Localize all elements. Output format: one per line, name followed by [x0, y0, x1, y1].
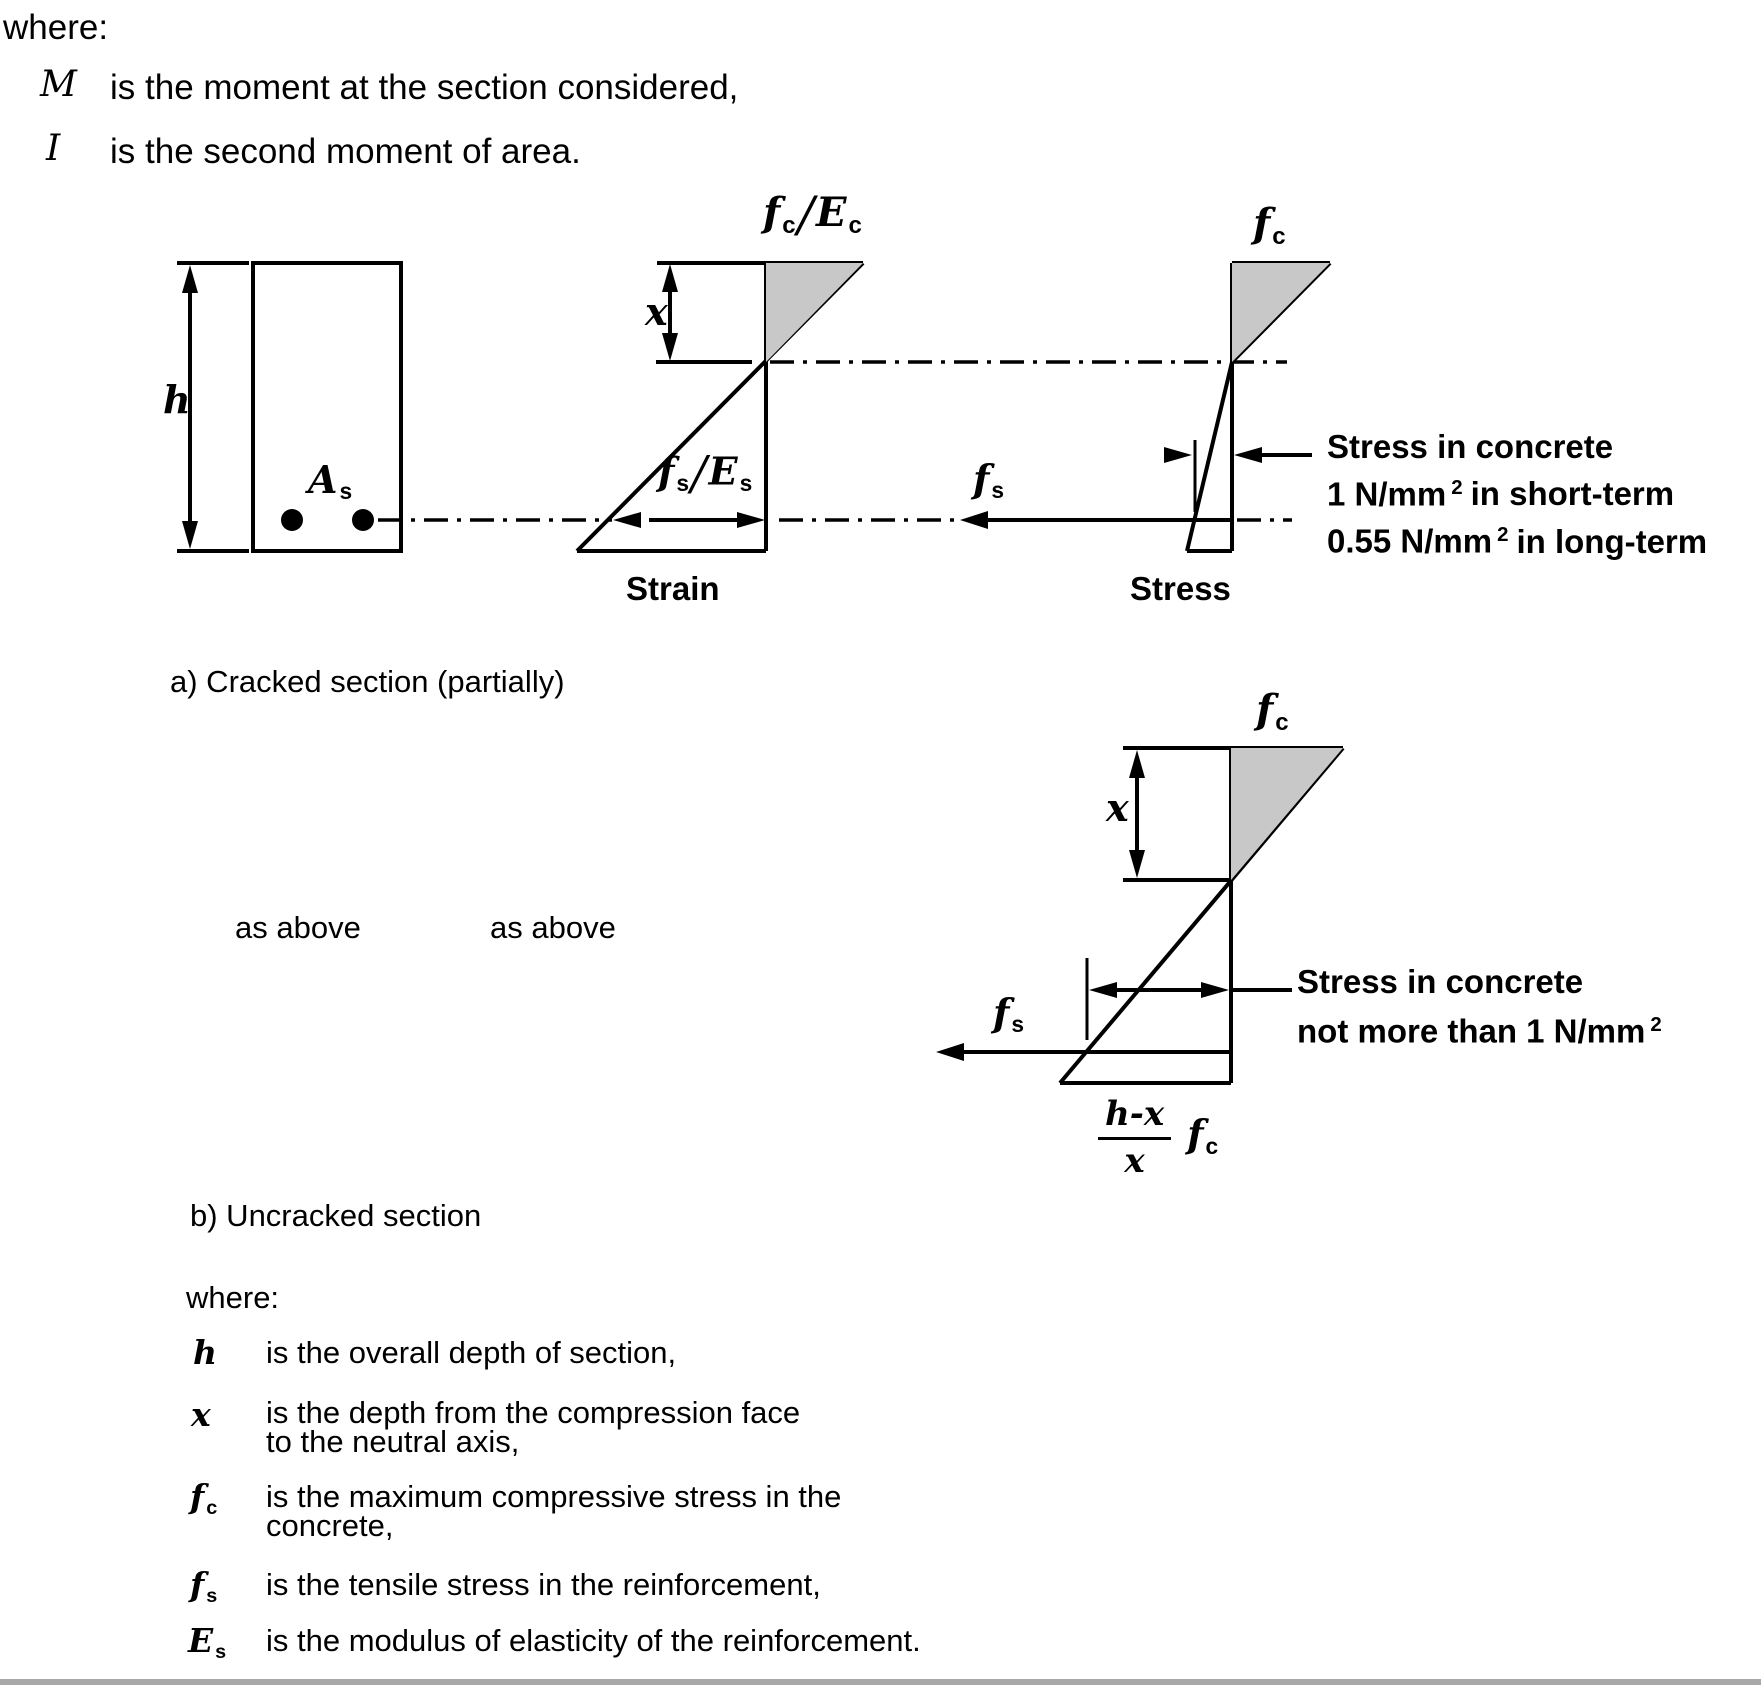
definition-M: is the moment at the section considered,: [110, 68, 739, 107]
h-dim-arrow-up: [182, 265, 198, 293]
glossary-definition-fc: is the maximum compressive stress in the concrete,: [266, 1479, 842, 1543]
as-steel-area-label: [308, 458, 352, 505]
caption-cracked-section: a) Cracked section (partially): [170, 664, 565, 699]
stress-note-b: [1297, 960, 1662, 1052]
steel-strain-arrow-left: [613, 512, 641, 528]
glossary-symbol-h: h: [193, 1333, 217, 1372]
fc-label-b: fc: [1256, 686, 1289, 736]
steel-strain-arrow-right: [737, 512, 765, 528]
stress-note-b-line1: Stress in concrete: [1297, 963, 1584, 1000]
x-dim-a-arrow-up: [662, 264, 678, 292]
stress-title: Stress: [1130, 570, 1231, 607]
where-heading-bottom: where:: [186, 1280, 280, 1315]
tension-stress-formula: [1098, 1094, 1218, 1181]
x-dim-b-arrow-up: [1129, 750, 1145, 778]
stress-note-a-line2: 1 N/mm $^2$ in short-term: [1327, 475, 1675, 513]
rebar-dot-left: [281, 509, 303, 531]
fraction-numerator: h-x: [1105, 1094, 1165, 1134]
fraction-denominator: x: [1124, 1141, 1145, 1181]
where-heading-top: where:: [3, 8, 109, 47]
strain-steel-label-fs-over-Es: fs/Es: [658, 446, 753, 500]
glossary-symbol-fs: fs: [190, 1565, 218, 1607]
stress-note-a-line1: Stress in concrete: [1327, 428, 1614, 465]
definition-I: is the second moment of area.: [110, 132, 581, 171]
x-dimension-label-a: x: [645, 289, 668, 334]
as-above-right: as above: [490, 910, 616, 945]
h-dimension-label: h: [163, 377, 191, 422]
glossary-definition-h: is the overall depth of section,: [266, 1335, 677, 1370]
stress-a-converge-arrow-left: [1164, 447, 1192, 463]
glossary-symbol-fc: fc: [190, 1477, 218, 1519]
x-dim-b-arrow-down: [1129, 850, 1145, 878]
caption-uncracked-section: b) Uncracked section: [190, 1198, 482, 1233]
glossary-definition-x: is the depth from the compression face to the neutral axis,: [266, 1395, 801, 1459]
glossary-symbol-x: x: [191, 1395, 211, 1434]
as-subscript: s: [339, 478, 353, 505]
glossary-definition-fs: is the tensile stress in the reinforcement,: [266, 1567, 821, 1602]
symbol-I: I: [46, 128, 61, 169]
stress-note-a-line3: 0.55 N/mm $^2$ in long-term: [1327, 522, 1708, 560]
x-dim-a-arrow-down: [662, 333, 678, 361]
h-minus-x-over-x-fraction: [1098, 1094, 1171, 1181]
concrete-section-outline: [253, 263, 401, 551]
strain-top-label-fc-over-Ec: fc/Ec: [763, 186, 862, 243]
symbol-M: M: [40, 64, 77, 105]
rebar-dot-right: [352, 509, 374, 531]
fc-label-a: fc: [1253, 200, 1286, 250]
stress-a-converge-arrow-right: [1234, 447, 1262, 463]
x-dimension-label-b: x: [1106, 785, 1129, 830]
stress-note-b-line2: not more than 1 N/mm $^2$: [1297, 1012, 1662, 1050]
fraction-multiplier-fc: fc: [1187, 1111, 1219, 1159]
stress-b-double-arrow-left: [1089, 982, 1117, 998]
strain-title: Strain: [626, 570, 720, 607]
fs-b-arrowhead: [936, 1043, 964, 1061]
as-above-left: as above: [235, 910, 361, 945]
fs-a-arrowhead: [960, 511, 988, 529]
glossary-definition-Es: is the modulus of elasticity of the reinforcement.: [266, 1623, 921, 1658]
stress-b-double-arrow-right: [1201, 982, 1229, 998]
fs-label-b: fs: [993, 990, 1025, 1038]
h-dim-arrow-down: [182, 521, 198, 549]
stress-note-a: [1327, 426, 1707, 562]
fs-label-a: fs: [973, 456, 1005, 504]
as-base: A: [308, 457, 338, 502]
scan-edge-artifact: [0, 1679, 1761, 1685]
glossary-symbol-Es: Es: [188, 1621, 227, 1663]
